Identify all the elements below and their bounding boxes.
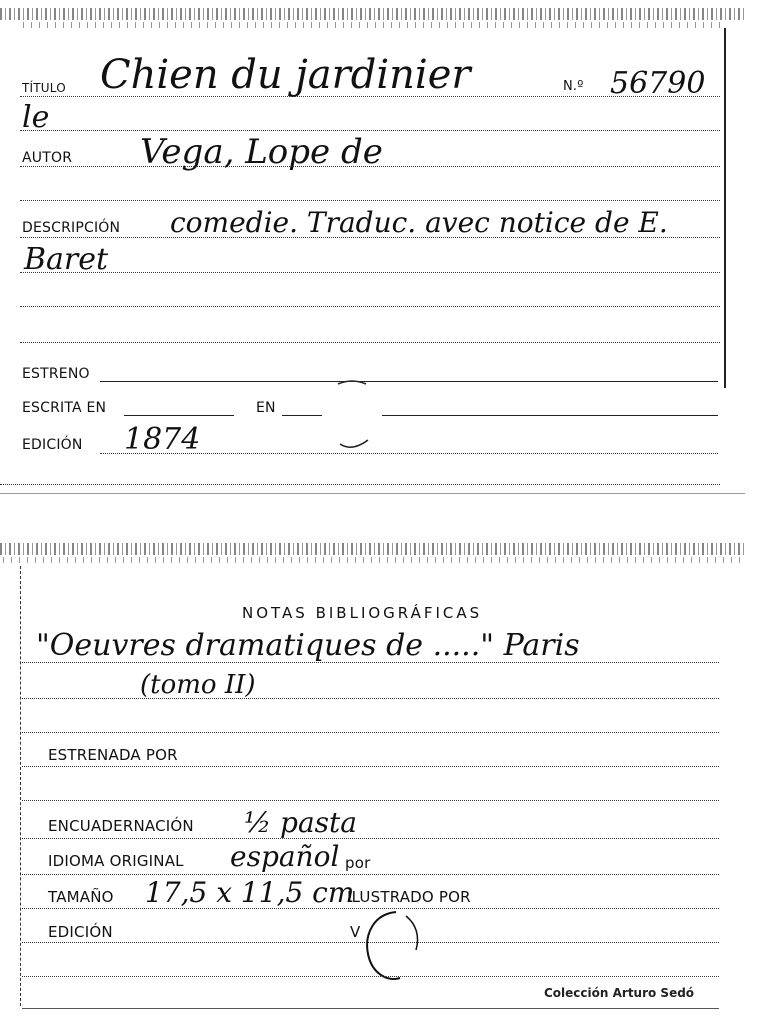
autor-value: Vega, Lope de (140, 132, 383, 172)
estrenada-por-label: ESTRENADA POR (48, 746, 178, 764)
escrita-en-line (124, 415, 234, 416)
card-top-right-border (724, 28, 726, 388)
estrenada-line (22, 766, 719, 767)
punch-hole-icon (356, 906, 426, 986)
descripcion-line-4 (20, 342, 720, 343)
titulo-continued: le (22, 100, 50, 135)
v-label: V (350, 923, 361, 941)
ilustrado-por-label: ILUSTRADO POR (347, 888, 471, 906)
en-label: EN (256, 400, 276, 416)
descripcion-line (20, 237, 720, 238)
notas-line2: (tomo II) (140, 670, 256, 700)
numero-value: 56790 (610, 66, 706, 101)
por-label: por (345, 854, 371, 872)
descripcion-line-3 (20, 306, 720, 307)
estreno-line (100, 381, 718, 382)
encuadernacion-line (22, 838, 719, 839)
encuadernacion-value: ½ pasta (244, 806, 357, 839)
notas-line (22, 662, 719, 663)
scan-noise-top-2 (20, 22, 720, 28)
descripcion-value-line1: comedie. Traduc. avec notice de E. (170, 206, 668, 239)
notas-heading: NOTAS BIBLIOGRÁFICAS (242, 604, 483, 622)
card-bottom-bottom-edge (22, 1008, 719, 1009)
edicion-label: EDICIÓN (22, 437, 83, 453)
en-line (282, 415, 322, 416)
edicion-value: 1874 (124, 422, 201, 457)
notas-line-2 (22, 698, 719, 699)
card-separator (0, 493, 745, 494)
descripcion-label: DESCRIPCIÓN (22, 220, 121, 236)
numero-label: N.º (563, 79, 584, 94)
en-line-2 (382, 415, 718, 416)
idioma-original-value: español (230, 840, 340, 873)
edicion-line (100, 453, 718, 454)
descripcion-value-line2: Baret (24, 242, 109, 277)
autor-line-2 (20, 200, 720, 201)
punch-mark-icon (330, 378, 380, 458)
titulo-line (20, 96, 720, 97)
scan-noise-bottom (0, 543, 745, 555)
bottom-line (22, 976, 719, 977)
scan-noise-bottom-2 (0, 557, 745, 563)
descripcion-line-2 (20, 272, 720, 273)
edicion-bottom-label: EDICIÓN (48, 923, 113, 941)
escrita-en-label: ESCRITA EN (22, 400, 107, 416)
collection-footer: Colección Arturo Sedó (544, 986, 695, 1000)
card-bottom-left-border (20, 566, 21, 1006)
scan-noise-top (0, 8, 745, 20)
notas-line-3 (22, 732, 719, 733)
titulo-value: Chien du jardinier (100, 52, 471, 98)
notas-line1: "Oeuvres dramatiques de ....." Paris (36, 628, 580, 663)
estreno-label: ESTRENO (22, 366, 90, 382)
tamano-value: 17,5 x 11,5 cm (145, 876, 355, 909)
titulo-label: TÍTULO (22, 81, 66, 95)
estrenada-line-2 (22, 800, 719, 801)
encuadernacion-label: ENCUADERNACIÓN (48, 817, 194, 835)
tamano-label: TAMAÑO (48, 888, 114, 906)
titulo-line-2 (20, 130, 720, 131)
card-top-bottom-edge (0, 484, 720, 485)
idioma-line (22, 874, 719, 875)
idioma-original-label: IDIOMA ORIGINAL (48, 852, 184, 870)
autor-line (20, 166, 720, 167)
autor-label: AUTOR (22, 150, 73, 166)
